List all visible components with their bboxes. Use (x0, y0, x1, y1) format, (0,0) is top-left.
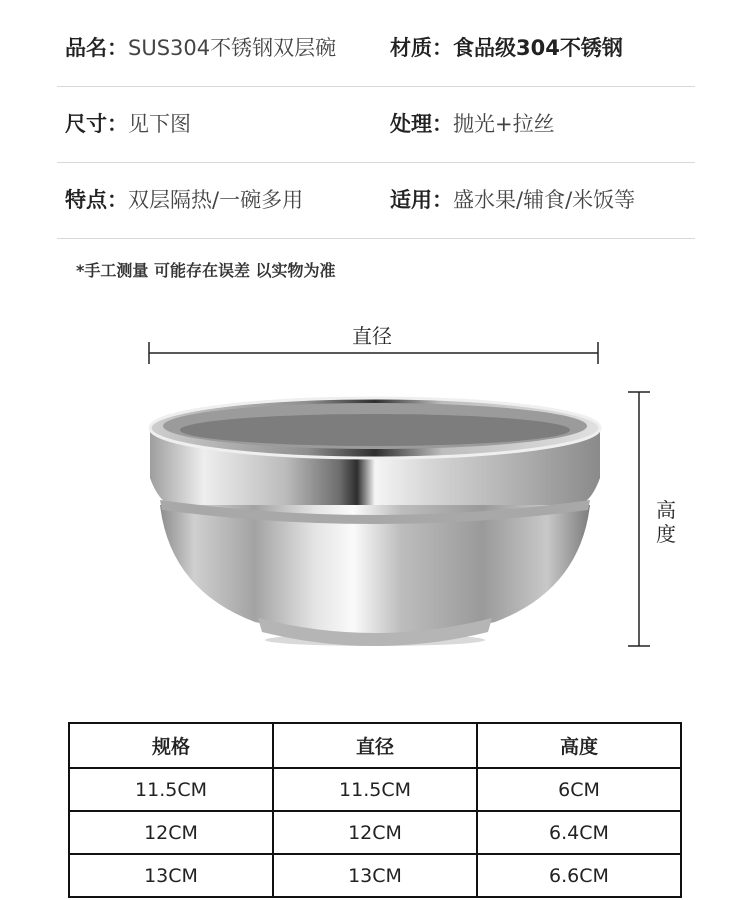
cell-spec: 13CM (69, 854, 273, 897)
spec-label: 品名： (65, 36, 128, 60)
spec-row-2 (57, 86, 695, 163)
cell-height: 6.4CM (477, 811, 681, 854)
spec-material (390, 10, 623, 86)
size-table (68, 722, 682, 898)
spec-label: 适用： (390, 188, 453, 212)
spec-row-3 (57, 162, 695, 239)
spec-features (65, 162, 303, 238)
cell-diameter: 12CM (273, 811, 477, 854)
table-row (69, 811, 681, 854)
spec-value: 盛水果/辅食/米饭等 (453, 188, 636, 212)
spec-usage (390, 162, 635, 238)
measurement-note: *手工测量 可能存在误差 以实物为准 (76, 261, 336, 280)
height-dimension (628, 392, 650, 646)
spec-value: SUS304不锈钢双层碗 (128, 36, 337, 60)
cell-diameter: 13CM (273, 854, 477, 897)
spec-size (65, 86, 191, 162)
spec-label: 处理： (390, 112, 453, 136)
spec-value: 抛光+拉丝 (453, 112, 555, 136)
spec-name (65, 10, 336, 86)
cell-height: 6.6CM (477, 854, 681, 897)
header-spec: 规格 (69, 723, 273, 768)
height-label: 高度 (656, 498, 676, 546)
cell-height: 6CM (477, 768, 681, 811)
spec-label: 尺寸： (65, 112, 128, 136)
spec-value: 见下图 (128, 112, 191, 136)
header-diameter: 直径 (273, 723, 477, 768)
cell-spec: 12CM (69, 811, 273, 854)
cell-spec: 11.5CM (69, 768, 273, 811)
spec-row-1 (57, 10, 695, 87)
cell-diameter: 11.5CM (273, 768, 477, 811)
diameter-label: 直径 (352, 324, 392, 348)
spec-value: 食品级304不锈钢 (453, 36, 623, 60)
spec-label: 特点： (65, 188, 128, 212)
spec-label: 材质： (390, 36, 453, 60)
bowl-image (150, 398, 600, 646)
spec-value: 双层隔热/一碗多用 (128, 188, 304, 212)
spec-treatment (390, 86, 555, 162)
table-row (69, 768, 681, 811)
table-header-row (69, 723, 681, 768)
header-height: 高度 (477, 723, 681, 768)
table-row (69, 854, 681, 897)
